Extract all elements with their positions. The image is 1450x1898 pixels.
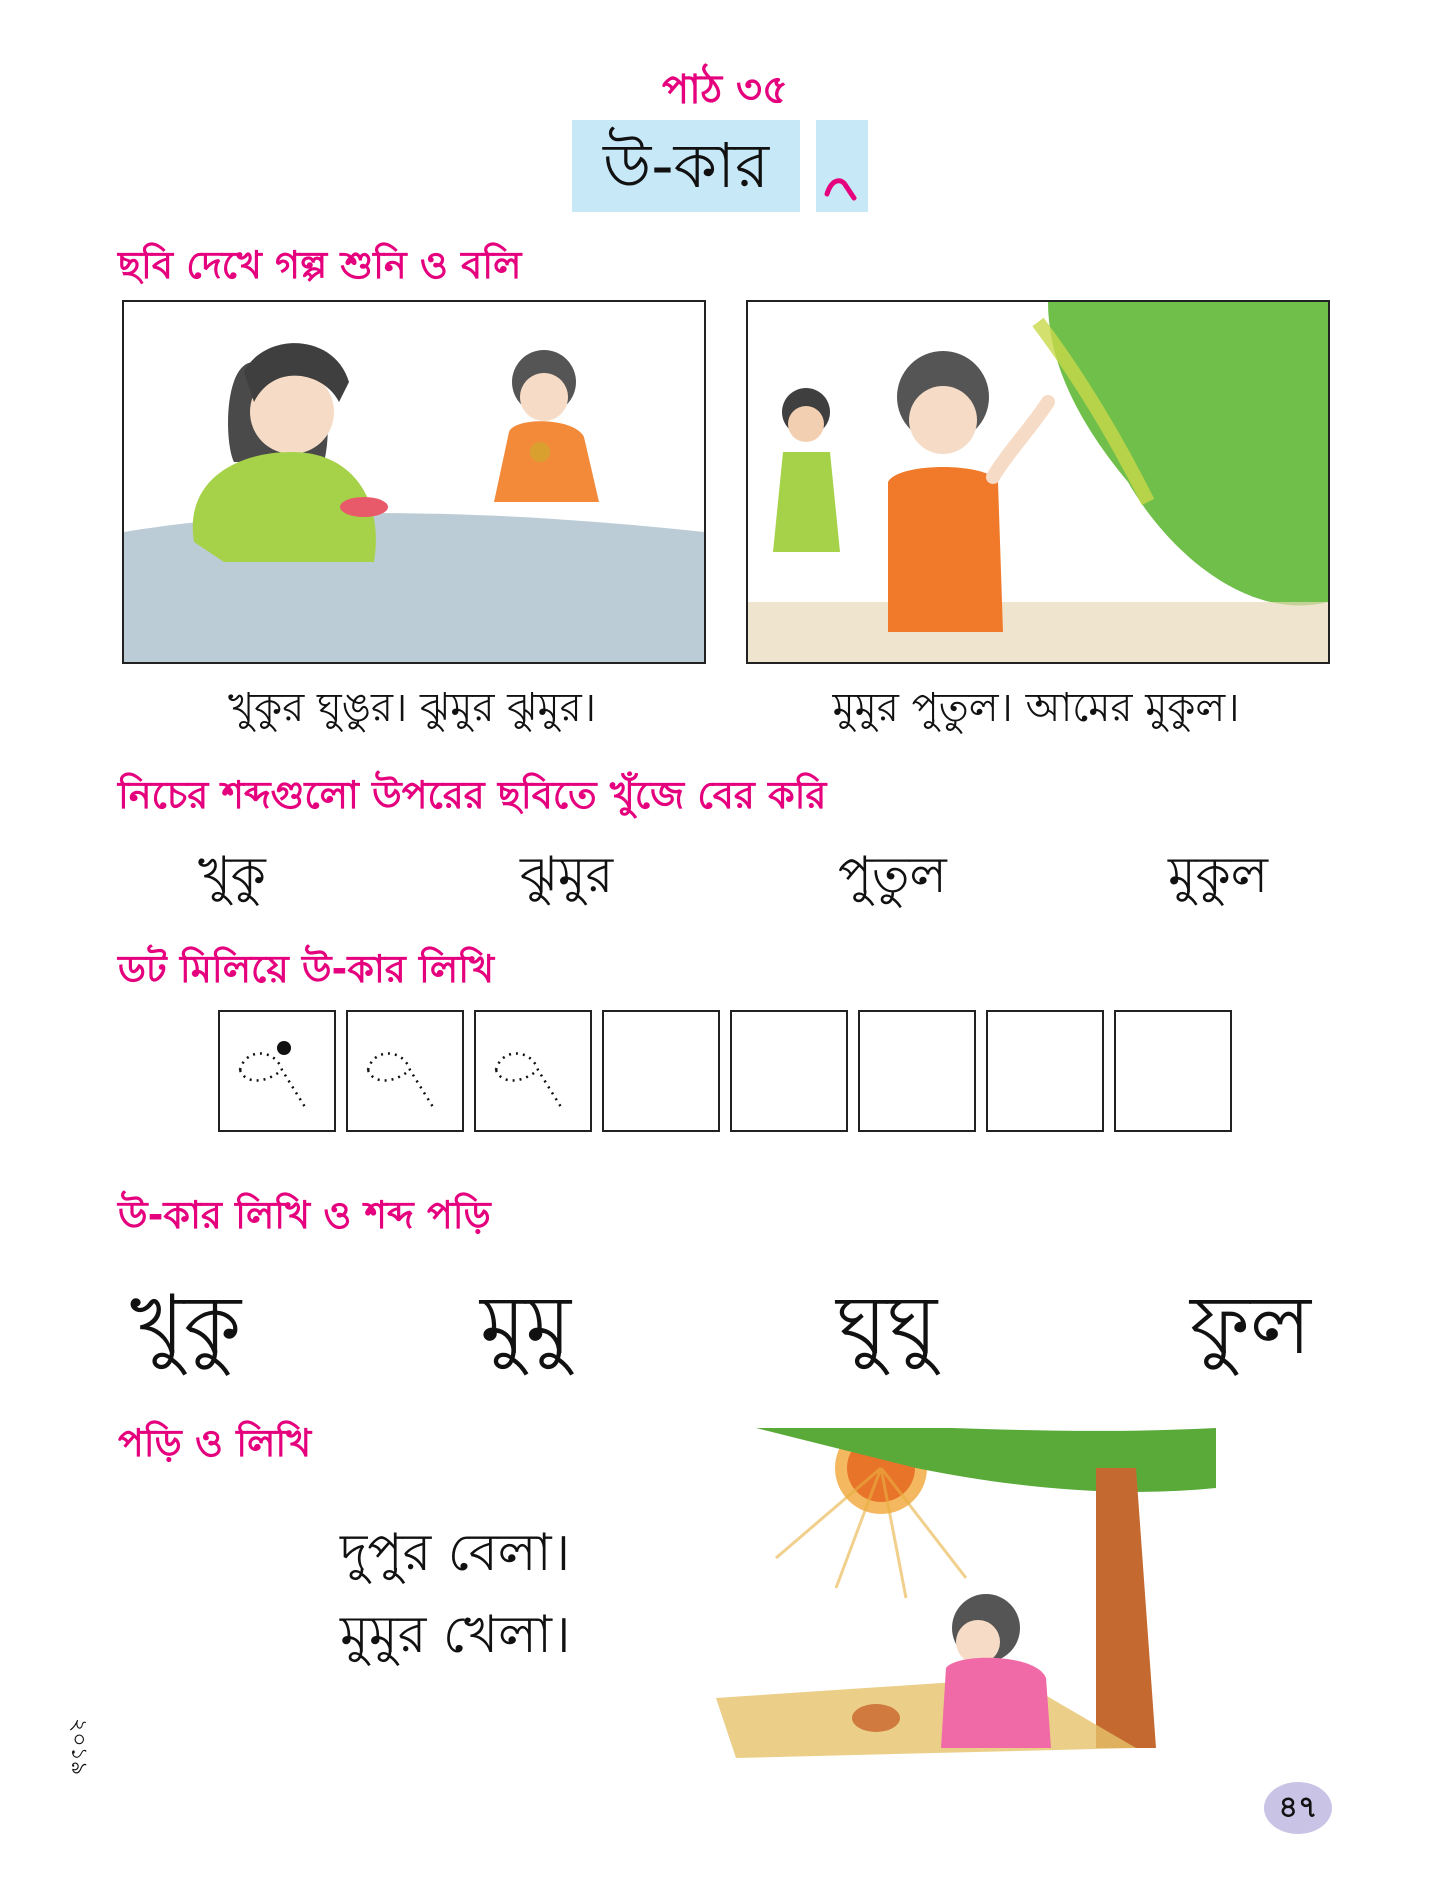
practice-box-4[interactable]: [602, 1010, 720, 1132]
rhyme-line-1: দুপুর বেলা।: [340, 1523, 571, 1583]
u-kar-sign-box: [816, 120, 868, 212]
trace-box-3[interactable]: [474, 1010, 592, 1132]
trace-word-4: ফুল: [1190, 1278, 1312, 1373]
practice-box-7[interactable]: [986, 1010, 1104, 1132]
lesson-title: উ-কার: [572, 120, 800, 212]
caption-right: মুমুর পুতুল। আমের মুকুল।: [832, 685, 1240, 731]
trace-box-1[interactable]: [218, 1010, 336, 1132]
heading-write-read: উ-কার লিখি ও শব্দ পড়ি: [118, 1193, 491, 1237]
dotted-u-kar-icon: [476, 1012, 590, 1130]
picture-girl-under-tree: [716, 1428, 1226, 1768]
heading-find-words: নিচের শব্দগুলো উপরের ছবিতে খুঁজে বের করি: [118, 773, 827, 817]
lesson-number: পাঠ ৩৫: [661, 67, 789, 113]
picture-girls-with-anklet: [122, 300, 706, 664]
dotted-u-kar-icon: [220, 1012, 334, 1130]
heading-story: ছবি দেখে গল্প শুনি ও বলি: [118, 243, 522, 287]
rhyme-line-2: মুমুর খেলা।: [340, 1605, 571, 1665]
practice-box-8[interactable]: [1114, 1010, 1232, 1132]
practice-box-5[interactable]: [730, 1010, 848, 1132]
trace-word-2: মুমু: [480, 1278, 572, 1373]
trace-box-2[interactable]: [346, 1010, 464, 1132]
heading-dot-trace: ডট মিলিয়ে উ-কার লিখি: [118, 947, 495, 991]
u-kar-sign-icon: [824, 172, 860, 202]
trace-word-1: খুকু: [130, 1278, 242, 1373]
find-word-4: মুকুল: [1168, 846, 1269, 904]
find-word-3: পুতুল: [838, 846, 947, 904]
practice-box-6[interactable]: [858, 1010, 976, 1132]
find-word-2: ঝুমুর: [520, 846, 614, 904]
picture-girls-near-mango-tree: [746, 300, 1330, 664]
find-word-1: খুকু: [198, 846, 266, 904]
trace-word-3: ঘুঘু: [836, 1278, 938, 1373]
page-number-badge: ৪৭: [1264, 1782, 1332, 1834]
caption-left: খুকুর ঘুঙুর। ঝুমুর ঝুমুর।: [227, 685, 597, 731]
dotted-u-kar-icon: [348, 1012, 462, 1130]
side-year-number: ২০১৯: [66, 1718, 91, 1776]
heading-read-write: পড়ি ও লিখি: [118, 1421, 312, 1465]
